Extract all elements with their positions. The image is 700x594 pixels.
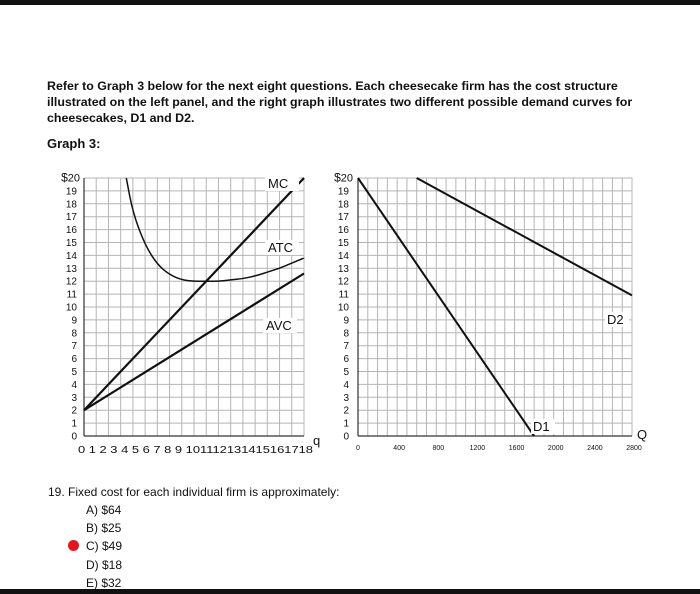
y-tick-label: 6 xyxy=(71,354,77,366)
answer-choice[interactable] xyxy=(86,503,122,521)
left-grid xyxy=(84,178,304,436)
question-19-text: 19. Fixed cost for each individual firm is approximately: xyxy=(48,485,340,499)
answer-choice-label: A) $64 xyxy=(86,503,122,517)
curve-label-atc: ATC xyxy=(268,240,294,255)
answer-choice-label: D) $18 xyxy=(86,557,123,572)
y-tick-label: 12 xyxy=(65,276,77,288)
y-tick-label: 7 xyxy=(71,341,77,353)
curve-label-mc: MC xyxy=(268,176,289,191)
curve-label-d2: D2 xyxy=(607,312,624,327)
answer-choice-label: E) $32 xyxy=(86,575,122,590)
y-tick-label: 12 xyxy=(337,276,349,288)
y-tick-label: 19 xyxy=(337,186,349,198)
y-tick-label: 14 xyxy=(65,250,77,262)
y-tick-label: 6 xyxy=(343,354,349,366)
y-tick-label: 17 xyxy=(65,212,77,224)
y-tick-label: 10 xyxy=(337,302,349,314)
y-tick-label: 17 xyxy=(337,212,349,224)
x-tick-label: 2400 xyxy=(587,445,603,452)
y-tick-label: $20 xyxy=(334,170,353,185)
x-tick-label: 2000 xyxy=(547,445,564,452)
question-intro: Refer to Graph 3 below for the next eight questions. Each cheesecake firm has the cost structure illustrated on the left panel, and the right graph illustrates two different possible demand curves for cheesecakes, D1 and D2. xyxy=(47,79,633,125)
cost-curves-chart xyxy=(61,171,320,457)
answer-choice-label: B) $25 xyxy=(86,521,122,536)
y-tick-label: 13 xyxy=(65,263,77,275)
curve-label-avc: AVC xyxy=(266,318,292,333)
y-tick-label: 4 xyxy=(343,379,349,391)
y-tick-label: 2 xyxy=(71,405,77,417)
answer-choice[interactable] xyxy=(86,576,122,594)
y-tick-label: 2 xyxy=(343,405,349,417)
y-tick-label: 15 xyxy=(65,238,77,249)
y-tick-label: 18 xyxy=(337,199,349,211)
y-tick-label: 0 xyxy=(71,431,77,443)
y-tick-label: 19 xyxy=(65,186,77,198)
y-tick-label: 18 xyxy=(65,199,77,211)
x-tick-label: 0 xyxy=(356,445,360,452)
curve-label-d1: D1 xyxy=(533,419,550,434)
y-tick-label: 1 xyxy=(71,418,77,430)
y-tick-label: 13 xyxy=(337,263,349,275)
answer-choices xyxy=(86,503,122,594)
y-tick-label: 3 xyxy=(343,392,349,404)
y-tick-label: 9 xyxy=(71,315,77,327)
x-tick-label: 2800 xyxy=(626,445,642,452)
y-tick-label: 3 xyxy=(71,392,77,404)
answer-choice[interactable] xyxy=(86,558,122,576)
x-tick-label: 1200 xyxy=(469,445,486,452)
x-tick-label: 1600 xyxy=(508,445,525,452)
y-tick-label: 14 xyxy=(337,250,349,262)
y-tick-label: 5 xyxy=(343,367,349,378)
y-tick-label: 7 xyxy=(343,341,349,353)
x-tick-label: 800 xyxy=(432,445,445,452)
y-tick-label: 5 xyxy=(71,367,77,378)
right-grid xyxy=(358,178,632,436)
answer-choice[interactable] xyxy=(86,521,122,539)
y-tick-label: 11 xyxy=(66,289,77,301)
y-tick-label: $20 xyxy=(61,170,80,185)
answer-choice-label: C) $49 xyxy=(86,539,123,554)
right-x-axis-label: Q xyxy=(637,427,648,442)
y-tick-label: 16 xyxy=(337,225,349,237)
x-tick-label: 400 xyxy=(393,445,405,452)
y-tick-label: 8 xyxy=(71,328,77,340)
answer-choice[interactable] xyxy=(86,539,122,557)
left-x-axis-label: q xyxy=(313,433,321,448)
y-tick-label: 1 xyxy=(343,418,349,430)
y-tick-label: 15 xyxy=(337,238,349,249)
y-tick-label: 9 xyxy=(343,315,349,327)
x-tick-labels: 0 1 2 3 4 5 6 7 8 9 101112131415161718 xyxy=(78,445,314,456)
y-tick-label: 11 xyxy=(338,289,349,301)
y-tick-label: 0 xyxy=(343,431,349,443)
y-tick-label: 8 xyxy=(343,328,349,340)
y-tick-label: 4 xyxy=(71,379,77,391)
y-tick-label: 16 xyxy=(65,225,77,237)
demand-curves-chart xyxy=(334,171,647,453)
y-tick-label: 10 xyxy=(65,302,77,314)
graph-title: Graph 3: xyxy=(47,136,101,151)
